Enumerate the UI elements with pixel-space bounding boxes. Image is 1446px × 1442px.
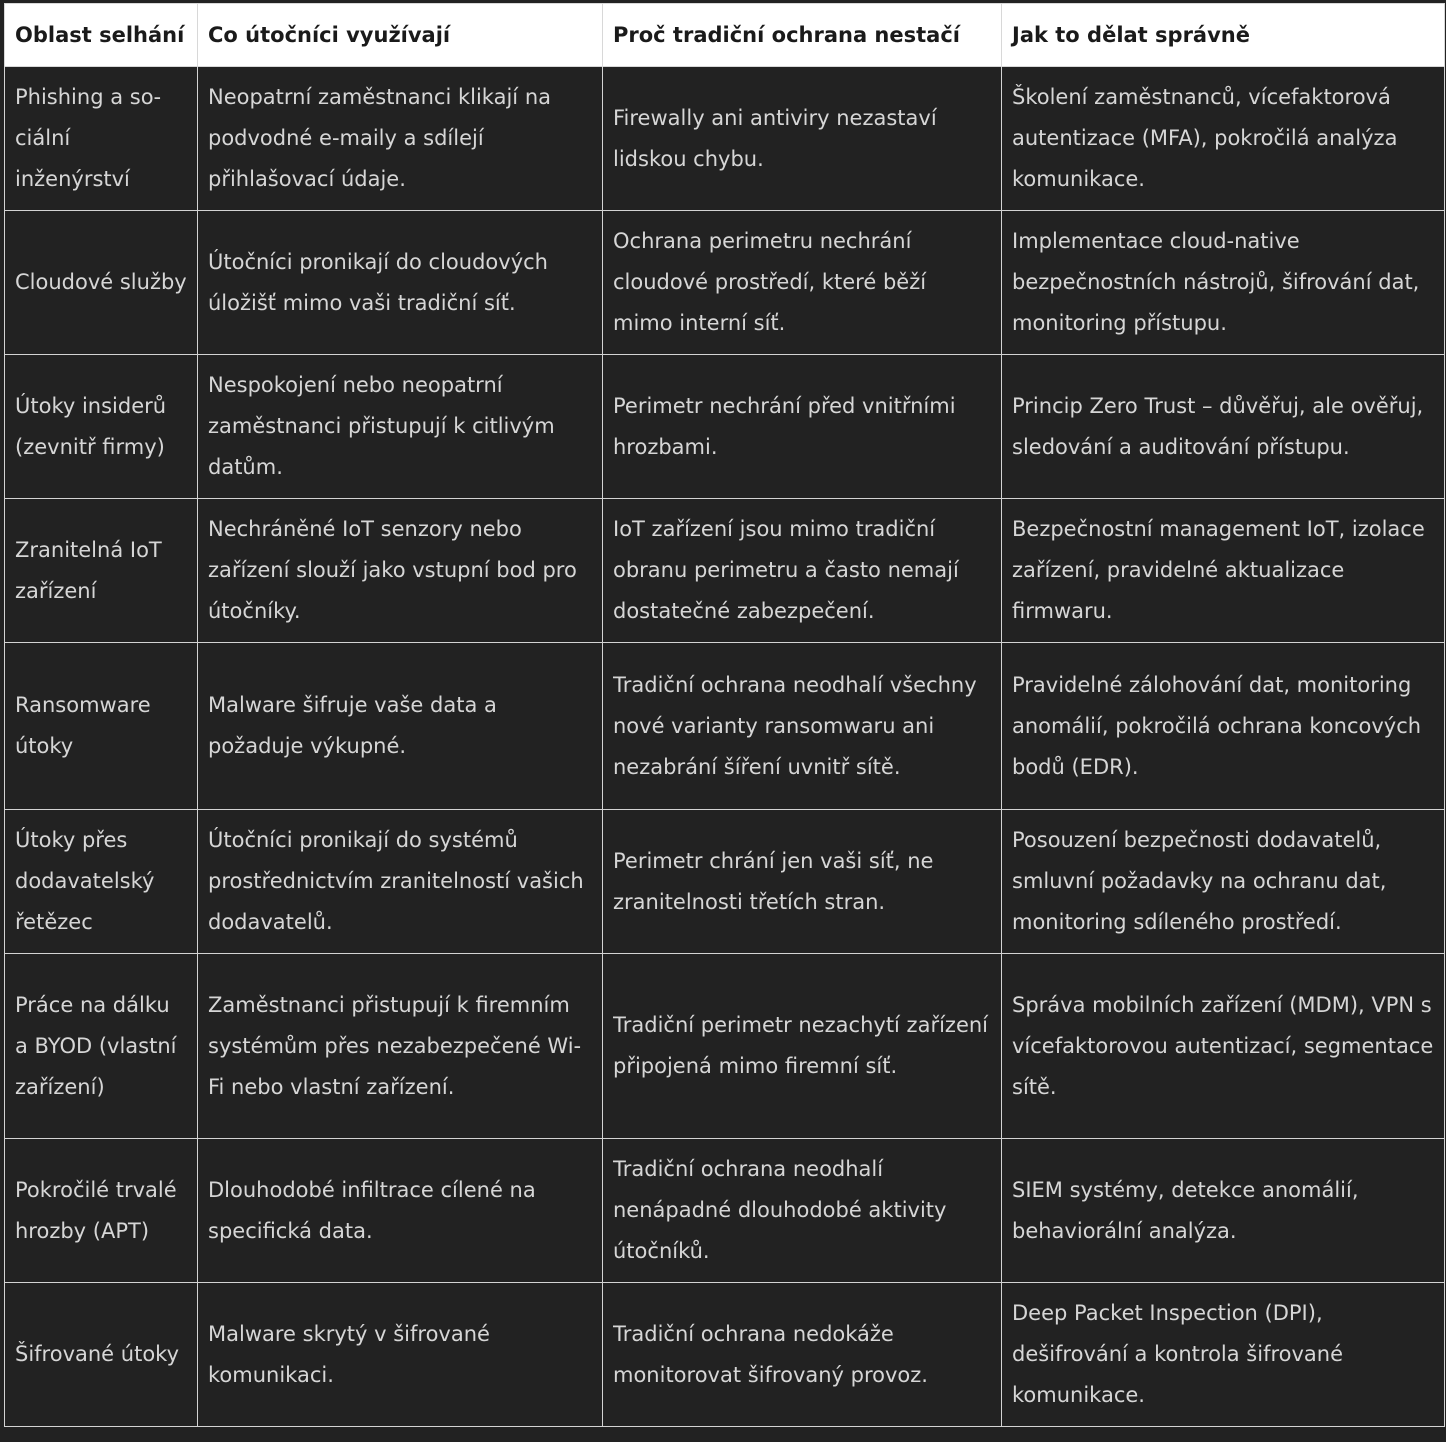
table-body [5,67,1445,1427]
header-how-to-do-right: Jak to dělat správně [1002,4,1445,67]
cell-why-traditional-fails [603,499,1002,643]
cell-why-traditional-fails [603,1283,1002,1427]
cell-attacker-exploits [198,1283,603,1427]
cell-text: SIEM systémy, detekce anomálií, behaviorální analýza. [1012,1177,1359,1243]
cell-how-to-do-right [1002,67,1445,211]
cell-text: Šifrované útoky [15,1342,180,1366]
cell-text: Perimetr nechrání před vnitřními hrozbami. [613,393,956,459]
cell-how-to-do-right [1002,954,1445,1139]
cell-how-to-do-right [1002,643,1445,810]
table-row [5,1283,1445,1427]
cell-how-to-do-right [1002,355,1445,499]
header-why-traditional-fails: Proč tradiční ochrana nestačí [603,4,1002,67]
table-row [5,499,1445,643]
security-failures-table [4,3,1445,1427]
cell-why-traditional-fails [603,810,1002,954]
cell-attacker-exploits [198,643,603,810]
cell-failure-area [5,643,198,810]
cell-text: Tradiční ochrana nedokáže monitorovat šifrovaný provoz. [613,1321,928,1387]
table-row [5,1139,1445,1283]
cell-text: IoT zařízení jsou mimo tradiční obranu perimetru a často nemají dostatečné zabezpečení. [613,517,959,623]
cell-text: Tradiční ochrana neodhalí nenápadné dlouhodobé aktivity útočníků. [613,1157,947,1263]
cell-text: Firewally ani antiviry nezastaví lidskou chybu. [613,105,937,171]
cell-text: Neopatrní zaměstnanci klikají na podvodné e-maily a sdílejí přihlašovací údaje. [208,85,551,191]
table-row [5,211,1445,355]
cell-text: Správa mobilních zařízení (MDM), VPN s vícefaktorovou autentizací, segmentace sítě. [1012,992,1434,1099]
cell-text: Phishing a sociální inženýrství [15,85,162,191]
cell-attacker-exploits [198,1139,603,1283]
cell-how-to-do-right [1002,1139,1445,1283]
cell-text: Pravidelné zálohování dat, monitoring anomálií, pokročilá ochrana koncových bodů (EDR). [1012,672,1422,779]
cell-how-to-do-right [1002,211,1445,355]
table-row [5,67,1445,211]
cell-why-traditional-fails [603,954,1002,1139]
cell-text: Útoky insiderů (zevnitř firmy) [15,393,167,459]
cell-failure-area [5,211,198,355]
cell-text: Ransomware útoky [15,693,151,758]
cell-text: Princip Zero Trust – důvěřuj, ale ověřuj, sledování a auditování přístupu. [1012,393,1424,459]
cell-how-to-do-right [1002,1283,1445,1427]
cell-attacker-exploits [198,355,603,499]
cell-attacker-exploits [198,954,603,1139]
table-row [5,355,1445,499]
cell-text: Útočníci pronikají do cloudových úložišť mimo vaši tradiční síť. [208,249,548,315]
header-row [5,4,1445,67]
cell-text: Posouzení bezpečnosti dodavatelů, smluvní požadavky na ochranu dat, monitoring sdíleného prostředí. [1012,828,1387,934]
cell-failure-area [5,355,198,499]
cell-failure-area [5,954,198,1139]
cell-attacker-exploits [198,810,603,954]
cell-text: Tradiční perimetr nezachytí zařízení připojená mimo firemní síť. [613,1013,989,1078]
cell-failure-area [5,810,198,954]
cell-text: Deep Packet Inspection (DPI), dešifrování a kontrola šifrované komunikace. [1012,1301,1344,1407]
cell-attacker-exploits [198,499,603,643]
cell-text: Cloudové služby [15,270,187,294]
cell-failure-area [5,67,198,211]
cell-why-traditional-fails [603,1139,1002,1283]
cell-text: Zaměstnanci přistupují k firemním systémům přes nezabezpečené Wi-Fi nebo vlastní zařízení. [208,992,582,1099]
cell-text: Malware šifruje vaše data a požaduje výkupné. [208,693,497,758]
cell-why-traditional-fails [603,355,1002,499]
cell-text: Školení zaměstnanců, vícefaktorová autentizace (MFA), pokročilá analýza komunikace. [1012,85,1398,191]
cell-text: Pokročilé trvalé hrozby (APT) [15,1177,177,1243]
table-row [5,810,1445,954]
cell-text: Tradiční ochrana neodhalí všechny nové varianty ransomwaru ani nezabrání šíření uvnitř sítě. [613,672,977,779]
cell-text: Práce na dálku a BYOD (vlastní zařízení) [15,992,177,1099]
cell-text: Nechráněné IoT senzory nebo zařízení slouží jako vstupní bod pro útočníky. [208,517,577,623]
cell-attacker-exploits [198,211,603,355]
cell-why-traditional-fails [603,643,1002,810]
cell-text: Útoky přes dodavatelský řetězec [15,828,155,934]
header-failure-area: Oblast selhání [5,4,198,67]
cell-text: Malware skrytý v šifrované komunikaci. [208,1321,490,1387]
table-header [5,4,1445,67]
cell-text: Dlouhodobé infiltrace cílené na specifická data. [208,1177,536,1243]
cell-failure-area [5,499,198,643]
cell-text: Nespokojení nebo neopatrní zaměstnanci přistupují k citlivým datům. [208,373,555,479]
cell-text: Zranitelná IoT zařízení [15,537,162,603]
cell-text: Ochrana perimetru nechrání cloudové prostředí, které běží mimo interní síť. [613,229,927,335]
cell-text: Perimetr chrání jen vaši síť, ne zranitelnosti třetích stran. [613,848,934,914]
cell-failure-area [5,1139,198,1283]
cell-text: Implementace cloud-native bezpečnostních nástrojů, šifrování dat, monitoring přístupu. [1012,229,1420,335]
cell-how-to-do-right [1002,499,1445,643]
cell-why-traditional-fails [603,211,1002,355]
table-row [5,954,1445,1139]
cell-text: Útočníci pronikají do systémů prostřednictvím zranitelností vašich dodavatelů. [208,828,584,934]
cell-failure-area [5,1283,198,1427]
header-attacker-exploits: Co útočníci využívají [198,4,603,67]
table-container [4,3,1444,1433]
table-row [5,643,1445,810]
cell-why-traditional-fails [603,67,1002,211]
cell-attacker-exploits [198,67,603,211]
cell-how-to-do-right [1002,810,1445,954]
cell-text: Bezpečnostní management IoT, izolace zařízení, pravidelné aktualizace firmwaru. [1012,517,1425,623]
